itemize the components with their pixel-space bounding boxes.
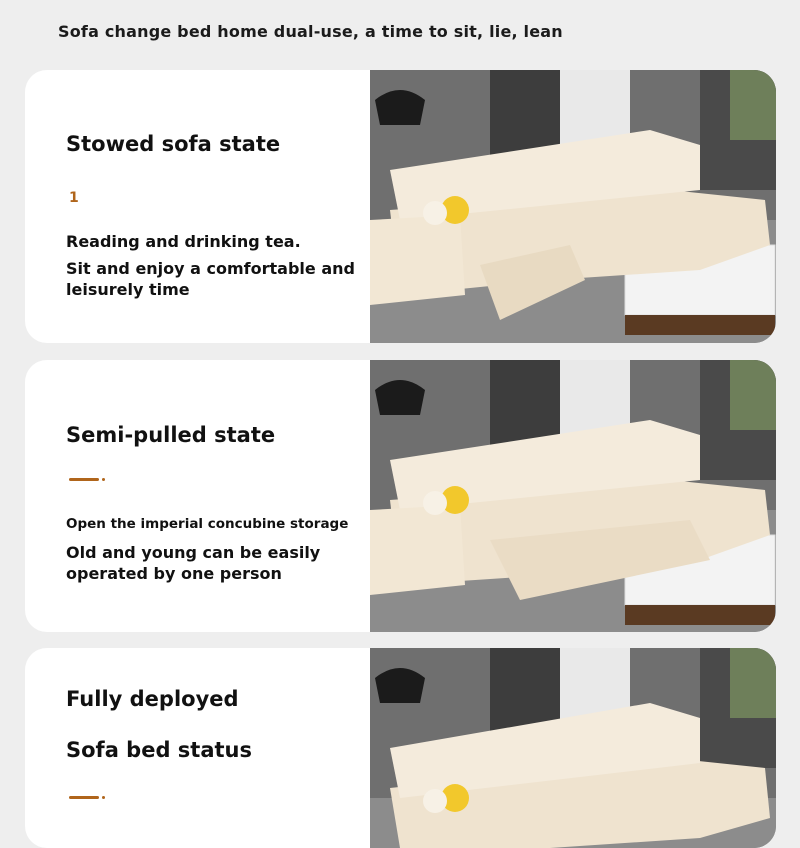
sofa-photo-fully-deployed xyxy=(370,648,776,848)
sofa-photo-stowed xyxy=(370,70,776,343)
divider-mark xyxy=(69,796,99,799)
card-text xyxy=(25,70,370,343)
card-description: leisurely time xyxy=(66,280,190,299)
card-description: Sit and enjoy a comfortable and xyxy=(66,259,355,278)
card-description: operated by one person xyxy=(66,564,282,583)
card-title: Stowed sofa state xyxy=(66,132,281,156)
cropped-heading xyxy=(0,0,800,2)
card-text xyxy=(25,360,370,632)
card-description: Old and young can be easily xyxy=(66,543,321,562)
card-title: Sofa bed status xyxy=(66,738,252,762)
feature-card-semi-pulled xyxy=(25,360,776,632)
card-text xyxy=(25,648,370,848)
step-marker: 1 xyxy=(69,190,79,206)
card-title: Fully deployed xyxy=(66,687,239,711)
card-description: Reading and drinking tea. xyxy=(66,232,301,251)
feature-card-stowed xyxy=(25,70,776,343)
feature-card-fully-deployed xyxy=(25,648,776,848)
card-small-note: Open the imperial concubine storage xyxy=(66,516,349,532)
page-subtitle: Sofa change bed home dual-use, a time to sit, lie, lean xyxy=(58,22,563,41)
divider-mark xyxy=(69,478,99,481)
card-title: Semi-pulled state xyxy=(66,423,276,447)
sofa-photo-semi-pulled xyxy=(370,360,776,632)
